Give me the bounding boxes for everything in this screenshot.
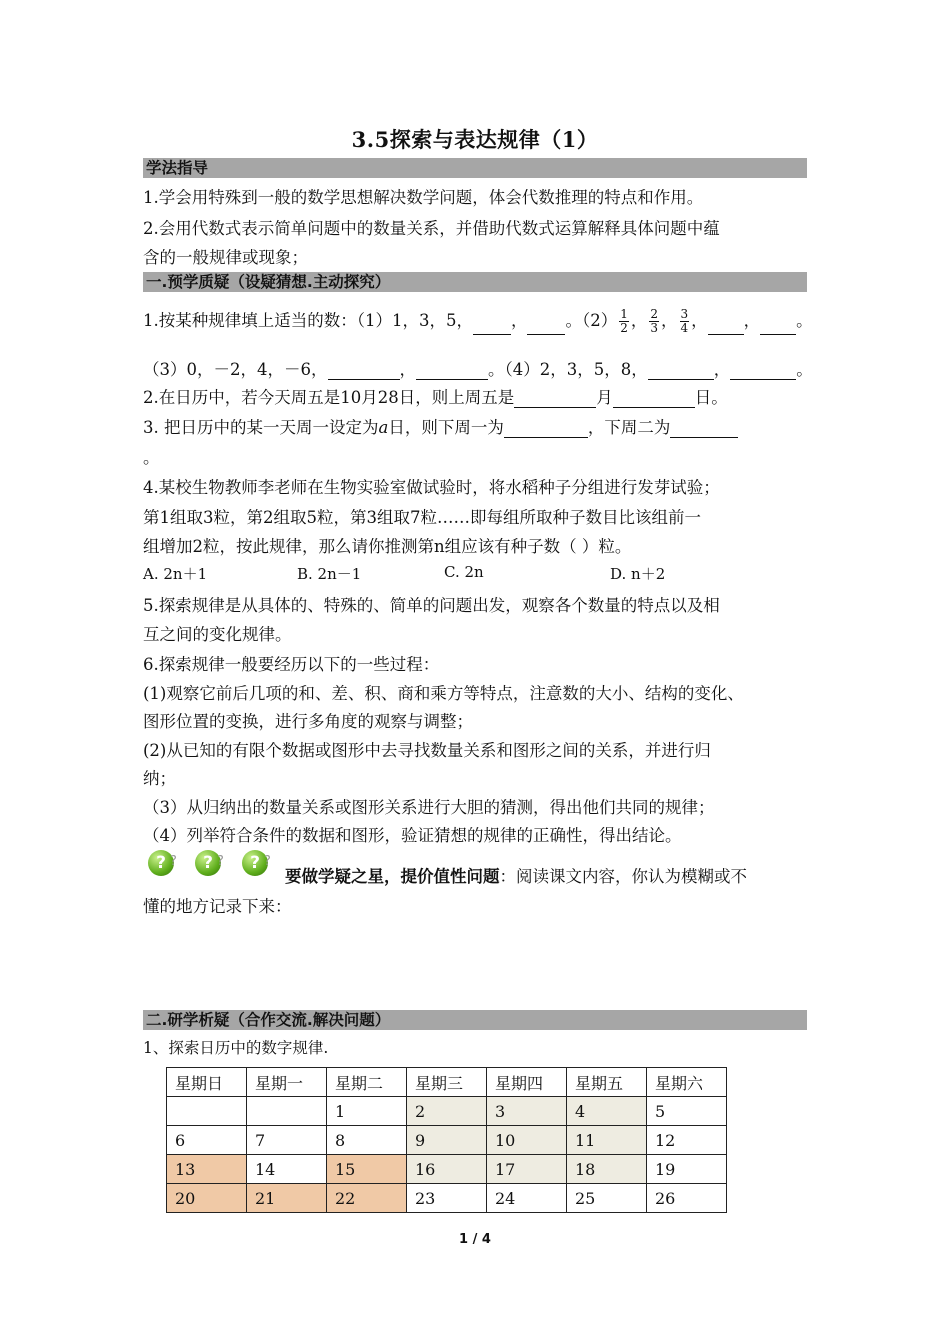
calendar-row xyxy=(167,1184,727,1213)
calendar-cell: 12 xyxy=(647,1126,727,1155)
calendar-cell: 14 xyxy=(247,1155,327,1184)
calendar-cell: 17 xyxy=(487,1155,567,1184)
question-3-end: 。 xyxy=(143,448,160,467)
option-c[interactable]: C. 2n xyxy=(444,563,484,581)
option-d[interactable]: D. n＋2 xyxy=(610,565,666,583)
calendar-cell: 8 xyxy=(327,1126,407,1155)
option-b[interactable]: B. 2n－1 xyxy=(297,565,362,583)
question-4-line-3: 组增加2粒，按此规律，那么请你推测第n组应该有种子数（ ）粒。 xyxy=(143,537,632,556)
calendar-cell: 4 xyxy=(567,1097,647,1126)
discuss-item-1: 1、探索日历中的数字规律. xyxy=(143,1039,329,1057)
calendar-cell: 23 xyxy=(407,1184,487,1213)
answer-blank[interactable] xyxy=(670,423,738,438)
question-star-prompt-2: 懂的地方记录下来： xyxy=(143,897,292,916)
item-6-line-2: (1)观察它前后几项的和、差、积、商和乘方等特点，注意数的大小、结构的变化、 xyxy=(143,684,744,703)
answer-blank[interactable] xyxy=(730,365,796,380)
answer-blank[interactable] xyxy=(504,423,588,438)
answer-blank[interactable] xyxy=(473,320,511,335)
calendar-header-cell: 星期三 xyxy=(407,1068,487,1097)
calendar-cell: 18 xyxy=(567,1155,647,1184)
calendar-row xyxy=(167,1097,727,1126)
question-mark-icon: ? ? xyxy=(240,848,280,878)
fraction: $\frac{1}{2}$ xyxy=(620,307,628,335)
calendar-row xyxy=(167,1155,727,1184)
fraction: $\frac{2}{3}$ xyxy=(650,307,659,335)
answer-blank[interactable] xyxy=(708,320,744,335)
question-4-line-1: 4.某校生物教师李老师在生物实验室做试验时，将水稻种子分组进行发芽试验； xyxy=(143,478,720,497)
fraction: $\frac{3}{4}$ xyxy=(680,307,689,335)
item-6-line-4: (2)从已知的有限个数据或图形中去寻找数量关系和图形之间的关系，并进行归 xyxy=(143,741,711,760)
calendar-cell-highlighted: 20 xyxy=(167,1184,247,1213)
question-2: 2.在日历中，若今天周五是10月28日，则上周五是 月 日。 xyxy=(143,388,728,407)
question-1b: （3）0，－2，4，－6， ， 。（4）2，3，5，8， ， 。 xyxy=(143,360,813,379)
variable-a: a xyxy=(378,418,389,437)
question-mark-icon: ? ? xyxy=(193,848,233,878)
calendar-cell: 26 xyxy=(647,1184,727,1213)
study-item-1: 1.学会用特殊到一般的数学思想解决数学问题，体会代数推理的特点和作用。 xyxy=(143,188,704,207)
calendar-cell: 7 xyxy=(247,1126,327,1155)
item-6-line-1: 6.探索规律一般要经历以下的一些过程： xyxy=(143,655,440,674)
question-1: 1.按某种规律填上适当的数：（1）1，3，5， ， 。（2） $\frac{1}{2}$ ， $\frac{2}{3}$ ， $\frac{3}{4}$ ， ， 。 xyxy=(143,307,813,335)
item-6-line-6: （3）从归纳出的数量关系或图形关系进行大胆的猜测，得出他们共同的规律； xyxy=(143,798,715,817)
calendar-header-cell: 星期五 xyxy=(567,1068,647,1097)
calendar-cell: 10 xyxy=(487,1126,567,1155)
calendar-cell: 16 xyxy=(407,1155,487,1184)
section-header-study: 学法指导 xyxy=(143,158,807,178)
calendar-header-cell: 星期六 xyxy=(647,1068,727,1097)
answer-blank[interactable] xyxy=(613,393,695,408)
calendar-cell: 11 xyxy=(567,1126,647,1155)
calendar-header-cell: 星期一 xyxy=(247,1068,327,1097)
study-item-2: 2.会用代数式表示简单问题中的数量关系，并借助代数式运算解释具体问题中蕴 xyxy=(143,219,720,238)
calendar-cell: 5 xyxy=(647,1097,727,1126)
calendar-cell: 1 xyxy=(327,1097,407,1126)
q1-text: 1.按某种规律填上适当的数：（1）1，3，5， xyxy=(143,311,473,330)
question-mark-icon: ? ? xyxy=(146,848,186,878)
calendar-header-cell: 星期二 xyxy=(327,1068,407,1097)
question-icons xyxy=(146,848,287,882)
answer-blank[interactable] xyxy=(328,365,400,380)
item-6-line-5: 纳； xyxy=(143,769,176,788)
calendar-cell: 25 xyxy=(567,1184,647,1213)
calendar-cell: 19 xyxy=(647,1155,727,1184)
item-6-line-7: （4）列举符合条件的数据和图形，验证猜想的规律的正确性，得出结论。 xyxy=(143,826,682,845)
question-star-bold: 要做学疑之星，提价值性问题 xyxy=(285,867,500,886)
item-6-line-3: 图形位置的变换，进行多角度的观察与调整； xyxy=(143,712,473,731)
calendar-table xyxy=(166,1067,727,1213)
calendar-cell: 3 xyxy=(487,1097,567,1126)
item-5-line-2: 互之间的变化规律。 xyxy=(143,625,292,644)
calendar-header-cell: 星期日 xyxy=(167,1068,247,1097)
section-header-discuss: 二.研学析疑（合作交流.解决问题） xyxy=(143,1010,807,1030)
calendar-cell: 2 xyxy=(407,1097,487,1126)
answer-blank[interactable] xyxy=(760,320,796,335)
answer-blank[interactable] xyxy=(527,320,565,335)
answer-blank[interactable] xyxy=(648,365,714,380)
item-5-line-1: 5.探索规律是从具体的、特殊的、简单的问题出发，观察各个数量的特点以及相 xyxy=(143,596,720,615)
question-star-prompt: 要做学疑之星，提价值性问题：阅读课文内容，你认为模糊或不 xyxy=(285,867,747,886)
calendar-header-cell: 星期四 xyxy=(487,1068,567,1097)
calendar-header-row xyxy=(167,1068,727,1097)
page-number: 1 / 4 xyxy=(459,1232,491,1247)
calendar-cell-highlighted: 15 xyxy=(327,1155,407,1184)
option-a[interactable]: A. 2n＋1 xyxy=(143,565,208,583)
study-item-2-cont: 含的一般规律或现象； xyxy=(143,248,308,267)
calendar-cell: 9 xyxy=(407,1126,487,1155)
calendar-cell: 6 xyxy=(167,1126,247,1155)
calendar-cell-highlighted: 22 xyxy=(327,1184,407,1213)
calendar-cell-highlighted: 13 xyxy=(167,1155,247,1184)
calendar-cell xyxy=(167,1097,247,1126)
question-3: 3. 把日历中的某一天周一设定为a日，则下周一为 ，下周二为 xyxy=(143,414,809,438)
calendar-row xyxy=(167,1126,727,1155)
calendar-cell xyxy=(247,1097,327,1126)
calendar-cell-highlighted: 21 xyxy=(247,1184,327,1213)
calendar-cell: 24 xyxy=(487,1184,567,1213)
page-title: 3.5探索与表达规律（1） xyxy=(351,127,599,152)
answer-blank[interactable] xyxy=(514,393,596,408)
section-header-preview: 一.预学质疑（设疑猜想.主动探究） xyxy=(143,272,807,292)
answer-blank[interactable] xyxy=(416,365,488,380)
question-4-line-2: 第1组取3粒，第2组取5粒，第3组取7粒……即每组所取种子数目比该组前一 xyxy=(143,508,701,527)
